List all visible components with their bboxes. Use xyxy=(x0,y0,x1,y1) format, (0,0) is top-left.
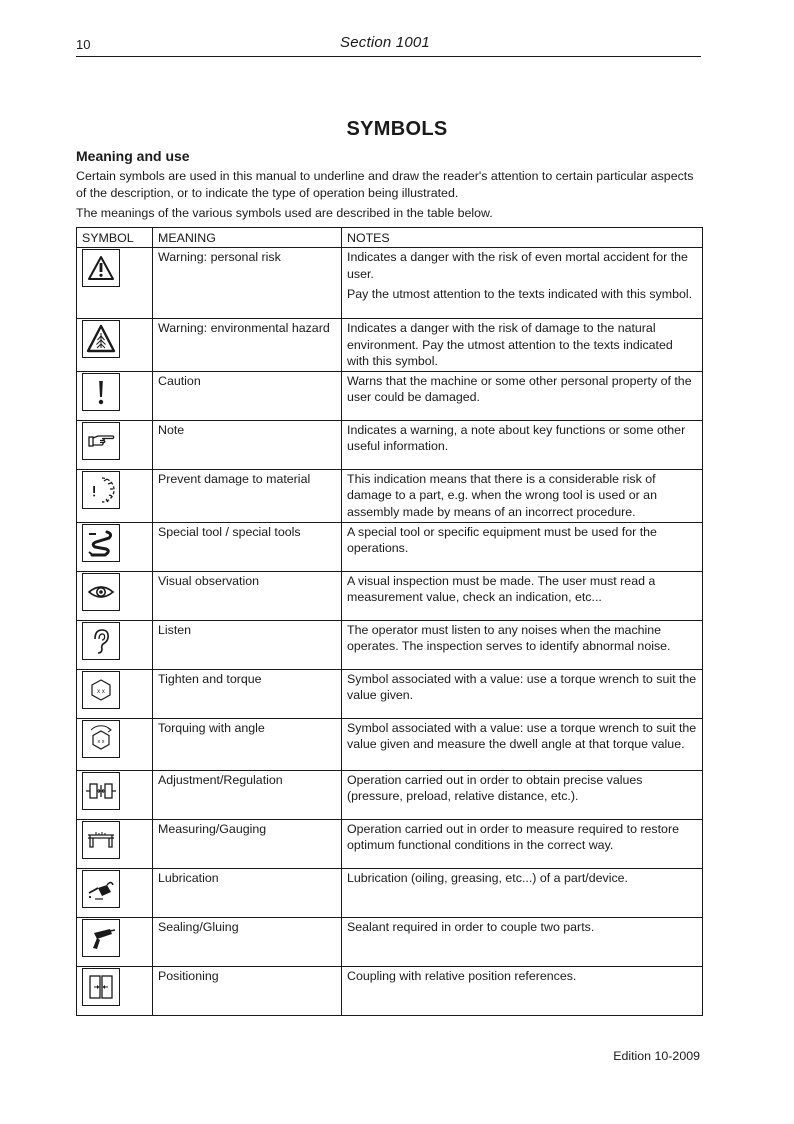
note-paragraph: The operator must listen to any noises when the machine operates. The inspection serves to identify abnormal noise. xyxy=(347,623,671,654)
caution-icon xyxy=(82,373,120,411)
note-paragraph: Sealant required in order to couple two parts. xyxy=(347,920,595,935)
symbol-cell xyxy=(77,319,153,372)
table-header-row xyxy=(77,228,703,248)
meaning-cell: Torquing with angle xyxy=(153,719,342,771)
intro-paragraph: The meanings of the various symbols used are described in the table below. xyxy=(76,206,493,220)
table-row xyxy=(77,621,703,670)
sealant-gun-icon xyxy=(82,919,120,957)
table-row xyxy=(77,719,703,771)
notes-cell xyxy=(342,621,703,670)
meaning-cell: Sealing/Gluing xyxy=(153,918,342,967)
meaning-cell: Prevent damage to material xyxy=(153,470,342,523)
meaning-cell: Visual observation xyxy=(153,572,342,621)
table-row xyxy=(77,670,703,719)
environmental-hazard-icon xyxy=(82,320,120,358)
table-row xyxy=(77,248,703,319)
meaning-cell: Note xyxy=(153,421,342,470)
intro-text xyxy=(76,168,704,222)
note-paragraph: Symbol associated with a value: use a torque wrench to suit the value given. xyxy=(347,672,697,703)
column-header-meaning: MEANING xyxy=(153,228,342,248)
hex-nut-angle-icon xyxy=(82,720,120,758)
notes-cell xyxy=(342,820,703,869)
notes-cell xyxy=(342,372,703,421)
meaning-cell: Lubrication xyxy=(153,869,342,918)
notes-cell xyxy=(342,771,703,820)
pointing-hand-icon xyxy=(82,422,120,460)
symbol-cell xyxy=(77,719,153,771)
subheading: Meaning and use xyxy=(76,148,190,164)
symbol-cell xyxy=(77,248,153,319)
symbol-cell xyxy=(77,771,153,820)
section-heading: Section 1001 xyxy=(340,34,430,51)
table-row xyxy=(77,820,703,869)
meaning-cell: Adjustment/Regulation xyxy=(153,771,342,820)
ear-icon xyxy=(82,622,120,660)
meaning-cell: Caution xyxy=(153,372,342,421)
note-paragraph: Indicates a danger with the risk of damage to the natural environment. Pay the utmost attention to the texts indicated with this symbol. xyxy=(347,321,673,368)
meaning-cell: Special tool / special tools xyxy=(153,523,342,572)
edition-footer: Edition 10-2009 xyxy=(613,1049,700,1063)
meaning-cell: Listen xyxy=(153,621,342,670)
meaning-cell: Positioning xyxy=(153,967,342,1016)
column-header-notes: NOTES xyxy=(342,228,703,248)
meaning-cell: Measuring/Gauging xyxy=(153,820,342,869)
hex-nut-icon xyxy=(82,671,120,709)
symbol-cell xyxy=(77,918,153,967)
note-paragraph: A special tool or specific equipment must be used for the operations. xyxy=(347,525,657,556)
note-paragraph: Operation carried out in order to obtain precise values (pressure, preload, relative distance, etc.). xyxy=(347,773,643,804)
svg-text:x x: x x xyxy=(97,739,105,746)
notes-cell xyxy=(342,869,703,918)
symbol-cell xyxy=(77,523,153,572)
damaged-gear-icon xyxy=(82,471,120,509)
oil-can-icon xyxy=(82,870,120,908)
notes-cell xyxy=(342,319,703,372)
notes-cell xyxy=(342,523,703,572)
note-paragraph: Indicates a danger with the risk of even mortal accident for the user. xyxy=(347,250,688,281)
note-paragraph: Indicates a warning, a note about key functions or some other useful information. xyxy=(347,423,686,454)
table-row xyxy=(77,470,703,523)
note-paragraph: Lubrication (oiling, greasing, etc...) of a part/device. xyxy=(347,871,629,886)
table-row xyxy=(77,918,703,967)
note-paragraph: A visual inspection must be made. The user must read a measurement value, check an indication, etc... xyxy=(347,574,656,605)
caliper-icon xyxy=(82,821,120,859)
note-paragraph: This indication means that there is a considerable risk of damage to a part, e.g. when the wrong tool is used or an assembly made by means of an incorrect procedure. xyxy=(347,472,657,519)
intro-paragraph: Certain symbols are used in this manual to underline and draw the reader's attention to certain particular aspects of the description, or to indicate the type of operation being illustrated. xyxy=(76,169,694,200)
symbol-cell xyxy=(77,372,153,421)
symbol-cell xyxy=(77,421,153,470)
notes-cell xyxy=(342,248,703,319)
symbol-cell xyxy=(77,820,153,869)
meaning-cell: Warning: environmental hazard xyxy=(153,319,342,372)
table-row xyxy=(77,523,703,572)
table-row xyxy=(77,572,703,621)
meaning-cell: Tighten and torque xyxy=(153,670,342,719)
symbol-cell xyxy=(77,869,153,918)
note-paragraph: Pay the utmost attention to the texts indicated with this symbol. xyxy=(347,286,693,301)
table-row xyxy=(77,967,703,1016)
positioning-icon xyxy=(82,968,120,1006)
symbol-cell xyxy=(77,670,153,719)
table-row xyxy=(77,869,703,918)
table-row xyxy=(77,421,703,470)
symbol-cell xyxy=(77,967,153,1016)
svg-text:x x: x x xyxy=(97,689,105,696)
special-tool-icon xyxy=(82,524,120,562)
notes-cell xyxy=(342,670,703,719)
page-title: SYMBOLS xyxy=(346,118,448,140)
warning-personal-risk-icon xyxy=(82,249,120,287)
notes-cell xyxy=(342,421,703,470)
symbol-cell xyxy=(77,470,153,523)
symbols-table xyxy=(76,227,703,1016)
header-divider xyxy=(76,56,701,57)
eye-icon xyxy=(82,573,120,611)
table-row xyxy=(77,771,703,820)
column-header-symbol: SYMBOL xyxy=(77,228,153,248)
adjustment-icon xyxy=(82,772,120,810)
symbol-cell xyxy=(77,621,153,670)
symbol-cell xyxy=(77,572,153,621)
notes-cell xyxy=(342,719,703,771)
notes-cell xyxy=(342,470,703,523)
page-number: 10 xyxy=(76,37,91,52)
notes-cell xyxy=(342,918,703,967)
table-row xyxy=(77,319,703,372)
note-paragraph: Warns that the machine or some other personal property of the user could be damaged. xyxy=(347,374,692,405)
meaning-cell: Warning: personal risk xyxy=(153,248,342,319)
note-paragraph: Operation carried out in order to measure required to restore optimum functional conditions in the correct way. xyxy=(347,822,679,853)
note-paragraph: Symbol associated with a value: use a torque wrench to suit the value given and measure the dwell angle at that torque value. xyxy=(347,721,697,752)
notes-cell xyxy=(342,572,703,621)
notes-cell xyxy=(342,967,703,1016)
note-paragraph: Coupling with relative position references. xyxy=(347,969,577,984)
table-row xyxy=(77,372,703,421)
